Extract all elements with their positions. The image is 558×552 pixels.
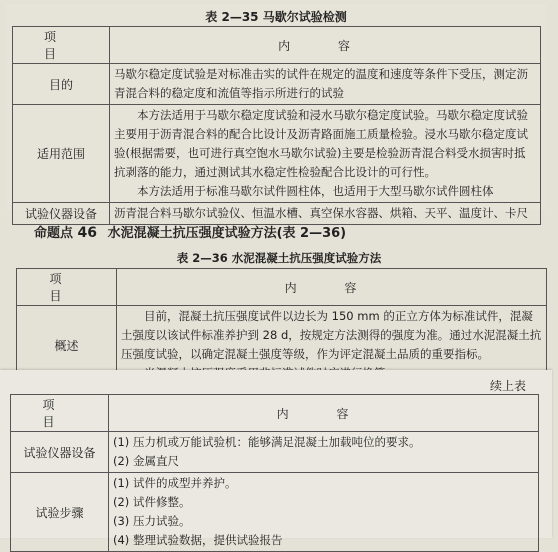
table-row [11,432,539,473]
content-paragraph: 本方法适用于马歇尔稳定度试验和浸水马歇尔稳定度试验。马歇尔稳定度试验主要用于沥青混合料的配合比设计及沥青路面施工质量检验。浸水马歇尔稳定度试验(根据需要，也可进行真空饱水马歇尔试验)主要是检验沥青混合料受水损害时抵抗剥落的能力，通过测试其水稳定性检验配合比设计的可行性。 [114,108,528,179]
header-item: 项 目 [17,269,117,306]
table-row [11,473,539,552]
row-label: 适用范围 [13,105,110,203]
content-line: (1) 压力机或万能试验机：能够满足混凝土加载吨位的要求。 [113,435,421,449]
content-line: (4) 整理试验数据，提供试验报告 [113,533,283,547]
content-paragraph: 目前，混凝土抗压强度试件以边长为 150 mm 的正立方体为标准试件，混凝土强度以该试件标准养护到 28 d，按规定方法测得的强度为准。通过水泥混凝土抗压强度试验，以确定混凝土强度等级，作为评定混凝土品质的重要指标。 [121,309,542,361]
row-label: 试验步骤 [11,473,109,552]
row-content [110,64,541,105]
header-item: 项 目 [13,27,110,64]
row-label: 试验仪器设备 [13,203,110,225]
table-2-36-caption: 表 2—36 水泥混凝土抗压强度试验方法 [176,251,382,265]
row-content [109,432,539,473]
table-row [13,64,541,105]
content-line: (3) 压力试验。 [113,514,191,528]
content-paragraph: 本方法适用于标准马歇尔试件圆柱体，也适用于大型马歇尔试件圆柱体 [137,184,494,198]
section-heading [34,222,346,241]
table-row [13,105,541,203]
table-header-row [13,27,541,64]
row-content [109,473,539,552]
header-item: 项 目 [11,395,109,432]
table-2-35 [12,26,541,225]
section-number: 46 [77,225,98,241]
table-2-35-caption: 表 2—35 马歇尔试验检测 [205,10,347,24]
header-content: 内 容 [117,269,547,306]
continued-label: 续上表 [489,379,526,393]
content-paragraph: 沥青混合料马歇尔试验仪、恒温水槽、真空保水容器、烘箱、天平、温度计、卡尺 [114,206,528,220]
table-header-row [11,395,539,432]
content-line: (1) 试件的成型并养护。 [113,476,237,490]
row-label: 目的 [13,64,110,105]
section-label: 命题点 [34,226,74,241]
continued-table-sheet [0,370,552,547]
row-content [110,105,541,203]
row-label: 试验仪器设备 [11,432,109,473]
header-content: 内 容 [110,27,541,64]
content-paragraph: 马歇尔稳定度试验是对标准击实的试件在规定的温度和速度等条件下受压，测定沥青混合料的稳定度和流值等指示所进行的试验 [114,67,528,100]
content-line: (2) 试件修整。 [113,495,191,509]
table-2-36-continued [10,394,539,552]
section-title: 水泥混凝土抗压强度试验方法(表 2—36) [107,226,347,241]
row-label: 概述 [17,306,117,385]
table-2-36 [16,268,547,385]
table-2-35-sheet [6,4,546,221]
table-header-row [17,269,547,306]
header-content: 内 容 [109,395,539,432]
content-line: (2) 金属直尺 [113,454,179,468]
